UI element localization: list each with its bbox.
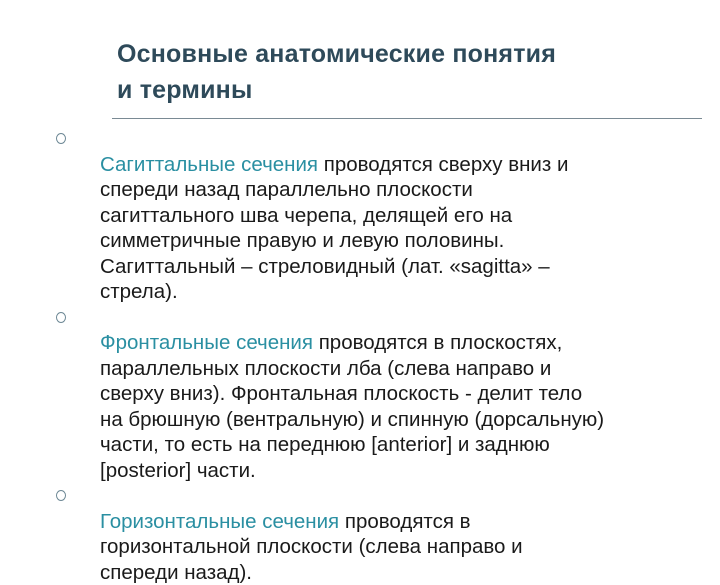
bullet-text: проводятся в плоскостях, параллельных плоскости лба (слева направо и сверху вниз). Фронтальная плоскость - делит тело на брюшную (вентральную) и спинную (дорсальную) части, то есть на переднюю [anterior] и заднюю [posterior] части.: [100, 331, 605, 482]
bullet-text: проводятся сверху вниз и спереди назад параллельно плоскости сагиттального шва черепа, делящей его на симметричные правую и левую половины. Сагиттальный – стреловидный (лат. «sagitta» – стрела).: [100, 152, 569, 303]
hollow-circle-bullet-icon: [56, 312, 66, 323]
title-divider: [112, 118, 702, 119]
hollow-circle-bullet-icon: [56, 133, 66, 144]
bullet-item-sagittal: [56, 126, 716, 305]
bullet-term: Сагиттальные сечения: [100, 152, 319, 176]
bullet-term: Горизонтальные сечения: [100, 509, 340, 533]
bullet-item-frontal: [56, 305, 716, 484]
slide-title: Основные анатомические понятия и термины: [117, 40, 556, 104]
bullet-item-horizontal: [56, 483, 716, 585]
bullet-text: проводятся в горизонтальной плоскости (слева направо и спереди назад).: [100, 509, 523, 584]
bullet-term: Фронтальные сечения: [100, 331, 313, 354]
bullet-list: [56, 126, 716, 585]
hollow-circle-bullet-icon: [56, 490, 66, 501]
